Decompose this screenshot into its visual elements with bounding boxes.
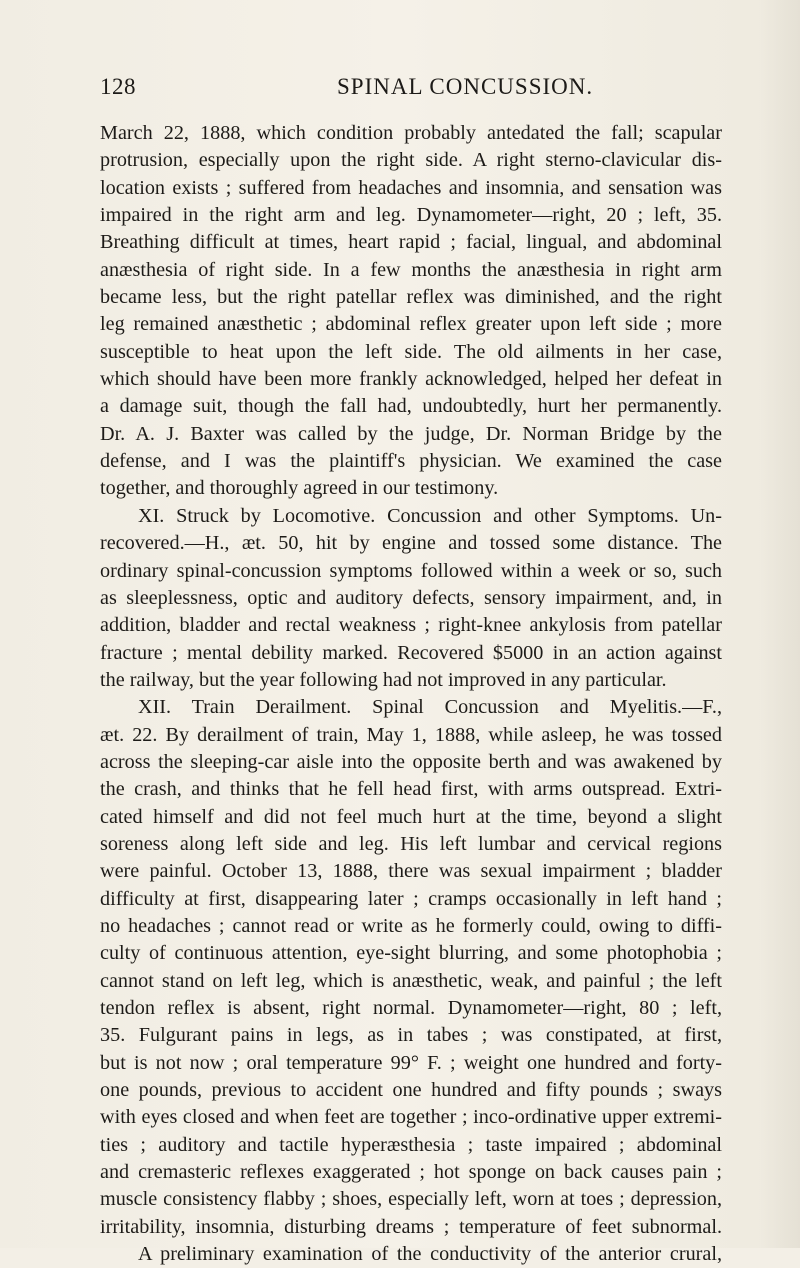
text-line: became less, but the right patellar reflex was diminished, and the right <box>100 286 722 309</box>
body-text <box>100 120 722 1268</box>
text-line: A preliminary examination of the conductivity of the anterior crural, <box>138 1243 722 1266</box>
text-line: as sleeplessness, optic and auditory defects, sensory impairment, and, in <box>100 586 722 609</box>
text-line: together, and thoroughly agreed in our testimony. <box>100 477 499 500</box>
text-line: leg remained anæsthetic ; abdominal reflex greater upon left side ; more <box>100 313 722 336</box>
text-line: across the sleeping-car aisle into the opposite berth and was awakened by <box>100 750 722 773</box>
text-line: one pounds, previous to accident one hundred and fifty pounds ; sways <box>100 1079 722 1102</box>
text-line: muscle consistency flabby ; shoes, especially left, worn at toes ; depression, <box>100 1188 722 1211</box>
text-line: fracture ; mental debility marked. Recovered $5000 in an action against <box>100 641 722 664</box>
text-line: ties ; auditory and tactile hyperæsthesia ; taste impaired ; abdominal <box>100 1133 722 1156</box>
text-line: the crash, and thinks that he fell head first, with arms outspread. Extri- <box>100 778 722 801</box>
text-line: location exists ; suffered from headaches and insomnia, and sensation was <box>100 176 722 199</box>
case-heading-line: XI. Struck by Locomotive. Concussion and other Symptoms. Un- <box>138 504 722 527</box>
text-line: culty of continuous attention, eye-sight blurring, and some photophobia ; <box>100 942 722 965</box>
text-line: with eyes closed and when feet are together ; inco-ordinative upper extremi- <box>100 1106 722 1129</box>
text-line: impaired in the right arm and leg. Dynamometer—right, 20 ; left, 35. <box>100 204 722 227</box>
text-line: Dr. A. J. Baxter was called by the judge, Dr. Norman Bridge by the <box>100 422 722 445</box>
text-line: anæsthesia of right side. In a few months the anæsthesia in right arm <box>100 258 722 281</box>
text-line: March 22, 1888, which condition probably antedated the fall; scapular <box>100 122 722 144</box>
text-line: 35. Fulgurant pains in legs, as in tabes ; was constipated, at first, <box>100 1024 722 1047</box>
text-line: were painful. October 13, 1888, there was sexual impairment ; bladder <box>100 860 722 883</box>
text-line: and cremasteric reflexes exaggerated ; hot sponge on back causes pain ; <box>100 1161 722 1184</box>
text-line: cannot stand on left leg, which is anæsthetic, weak, and painful ; the left <box>100 969 722 992</box>
text-line: no headaches ; cannot read or write as he formerly could, owing to diffi- <box>100 914 722 937</box>
case-heading-line: XII. Train Derailment. Spinal Concussion and Myelitis.—F., <box>138 696 722 719</box>
text-line: æt. 22. By derailment of train, May 1, 1888, while asleep, he was tossed <box>100 723 722 746</box>
text-line: soreness along left side and leg. His left lumbar and cervical regions <box>100 832 722 855</box>
text-line: irritability, insomnia, disturbing dreams ; temperature of feet subnormal. <box>100 1215 722 1238</box>
text-line: addition, bladder and rectal weakness ; right-knee ankylosis from patellar <box>100 614 722 637</box>
text-line: Breathing difficult at times, heart rapid ; facial, lingual, and abdominal <box>100 231 722 254</box>
text-line: but is not now ; oral temperature 99° F. ; weight one hundred and forty- <box>100 1051 722 1074</box>
text-line: a damage suit, though the fall had, undoubtedly, hurt her permanently. <box>100 395 722 418</box>
text-line: tendon reflex is absent, right normal. Dynamometer—right, 80 ; left, <box>100 997 722 1019</box>
page-edge-shading <box>760 0 800 1248</box>
text-line: recovered.—H., æt. 50, hit by engine and tossed some distance. The <box>100 532 722 555</box>
text-line: the railway, but the year following had not improved in any particular. <box>100 668 667 691</box>
text-line: protrusion, especially upon the right side. A right sterno-clavicular dis- <box>100 149 722 172</box>
running-head <box>100 74 720 104</box>
text-line: defense, and I was the plaintiff's physician. We examined the case <box>100 450 722 473</box>
page-number: 128 <box>100 74 136 99</box>
text-line: ordinary spinal-concussion symptoms followed within a week or so, such <box>100 559 722 582</box>
text-line: susceptible to heat upon the left side. The old ailments in her case, <box>100 340 722 363</box>
text-line: difficulty at first, disappearing later ; cramps occasionally in left hand ; <box>100 887 722 910</box>
chapter-title: SPINAL CONCUSSION. <box>337 74 594 99</box>
text-line: cated himself and did not feel much hurt at the time, beyond a slight <box>100 805 722 828</box>
text-line: which should have been more frankly acknowledged, helped her defeat in <box>100 368 722 391</box>
